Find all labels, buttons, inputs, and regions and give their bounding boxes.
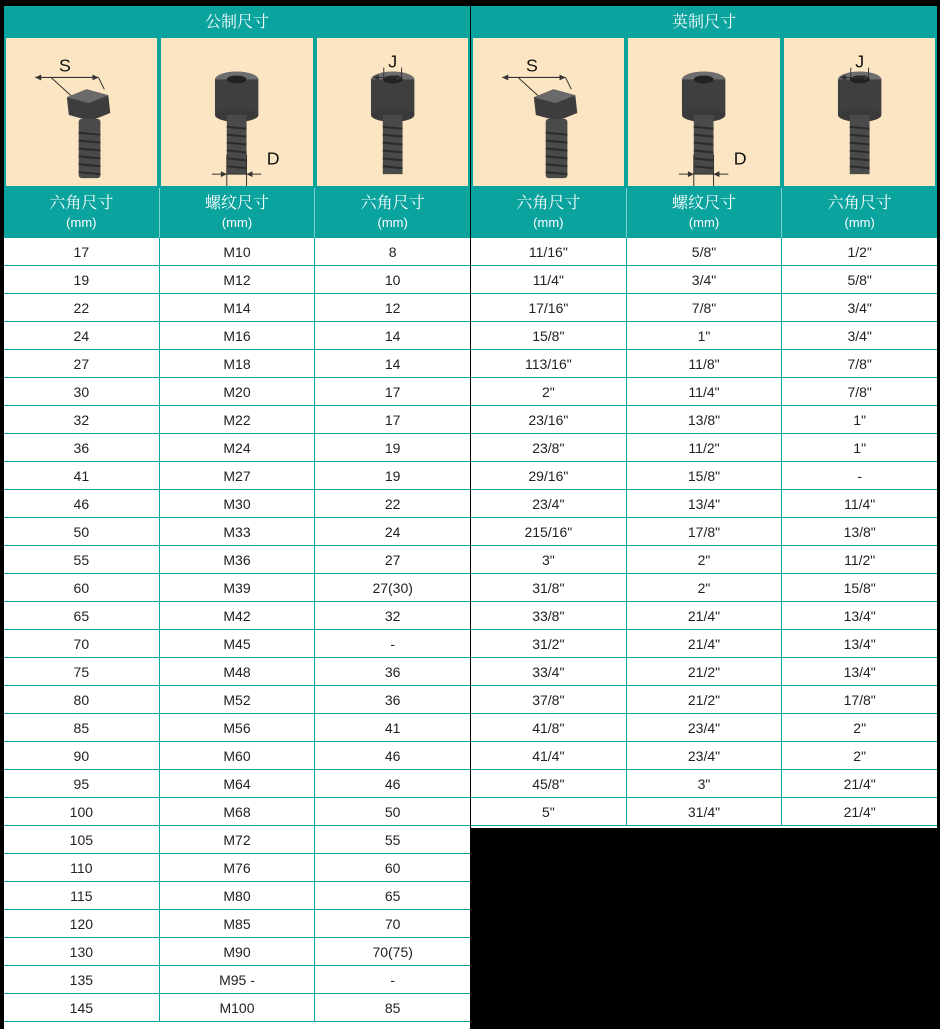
table-cell: M76 [160,854,316,881]
column-header-unit: (mm) [221,215,253,230]
table-cell: M24 [160,434,316,461]
table-cell: 2" [853,747,867,764]
table-cell: 65 [4,602,160,629]
table-row [471,630,937,658]
table-cell: M95 - [160,966,316,993]
table-cell: 21/4" [843,775,876,792]
table-cell: 11/4" [844,495,876,512]
table-cell: 70 [384,915,401,932]
table-row [471,266,937,294]
metric-image-row [4,34,470,188]
table-cell: 55 [4,546,160,573]
socket-cap-screw-d-icon [628,38,779,186]
table-cell: 15/8" [471,322,627,349]
table-cell: 90 [4,742,160,769]
table-cell: 15/8" [843,579,876,596]
table-cell: 85 [384,999,401,1016]
table-cell: 70 [4,630,160,657]
table-cell: 130 [4,938,160,965]
table-cell: 2" [627,574,783,601]
table-cell: 46 [384,775,401,792]
table-cell: 32 [384,607,401,624]
table-row [471,770,937,798]
socket-cap-screw-j-icon [317,38,468,186]
metric-header-row [4,188,470,238]
column-header-label: 螺纹尺寸 [672,195,737,212]
table-cell: 23/4" [627,742,783,769]
table-cell: 13/8" [843,523,876,540]
imperial-column-header [627,188,783,238]
svg-text:D: D [734,148,747,169]
table-cell: M36 [160,546,316,573]
table-row [4,462,470,490]
table-row [4,826,470,854]
table-cell: 21/2" [627,686,783,713]
table-cell: 13/8" [627,406,783,433]
table-row [471,546,937,574]
table-cell: 31/2" [471,630,627,657]
table-cell: 21/4" [627,630,783,657]
table-cell: 41/4" [471,742,627,769]
table-cell: 3/4" [627,266,783,293]
table-cell: 5/8" [847,271,872,288]
table-row [4,490,470,518]
table-cell: 75 [4,658,160,685]
table-cell: M20 [160,378,316,405]
table-cell: 37/8" [471,686,627,713]
table-cell: 13/4" [627,490,783,517]
table-cell: M100 [160,994,316,1021]
table-row [4,966,470,994]
table-cell: 33/4" [471,658,627,685]
metric-column-header [315,188,470,238]
table-row [4,574,470,602]
table-cell: 31/4" [627,798,783,825]
table-cell: M39 [160,574,316,601]
table-cell: 17 [384,383,401,400]
table-row [471,434,937,462]
table-cell: 3" [471,546,627,573]
table-cell: 113/16" [471,350,627,377]
table-row [471,462,937,490]
table-cell: 15/8" [627,462,783,489]
table-cell: 30 [4,378,160,405]
table-cell: 135 [4,966,160,993]
table-cell: 11/2" [627,434,783,461]
table-row [4,686,470,714]
table-row [4,378,470,406]
table-cell: 7/8" [847,355,872,372]
table-row [4,770,470,798]
svg-text:S: S [58,55,71,76]
table-row [4,602,470,630]
table-cell: 215/16" [471,518,627,545]
table-cell: 1" [627,322,783,349]
imperial-body [471,238,937,826]
table-row [471,350,937,378]
svg-text:J: J [387,51,397,72]
imperial-title: 英制尺寸 [471,6,937,34]
imperial-size-table [471,6,937,828]
table-cell: 21/2" [627,658,783,685]
table-cell: 27(30) [372,579,413,596]
table-cell: 120 [4,910,160,937]
table-cell: 145 [4,994,160,1021]
table-cell: 19 [4,266,160,293]
table-cell: 60 [384,859,401,876]
svg-text:D: D [267,148,280,169]
table-cell: M64 [160,770,316,797]
table-cell: 50 [384,803,401,820]
table-cell: 27 [384,551,401,568]
table-row [4,994,470,1022]
hex-bolt-icon [473,38,624,186]
table-row [4,910,470,938]
table-cell: 11/4" [471,266,627,293]
table-cell: 46 [4,490,160,517]
socket-cap-screw-d-icon [161,38,312,186]
table-cell: 23/16" [471,406,627,433]
table-cell: 22 [4,294,160,321]
table-cell: 41/8" [471,714,627,741]
table-row [471,294,937,322]
table-row [4,658,470,686]
table-cell: 33/8" [471,602,627,629]
table-cell: 36 [384,691,401,708]
table-cell: 13/4" [843,607,876,624]
table-cell: M22 [160,406,316,433]
metric-column-header [160,188,316,238]
table-cell: 85 [4,714,160,741]
imperial-column-header [782,188,937,238]
table-cell: 115 [4,882,160,909]
table-row [471,714,937,742]
table-cell: 80 [4,686,160,713]
table-row [471,658,937,686]
svg-text:J: J [854,51,864,72]
table-row [4,854,470,882]
table-cell: M45 [160,630,316,657]
table-cell: M14 [160,294,316,321]
table-row [471,574,937,602]
table-cell: M42 [160,602,316,629]
table-cell: 17/16" [471,294,627,321]
table-cell: 70(75) [372,943,413,960]
table-cell: M27 [160,462,316,489]
table-cell: 36 [4,434,160,461]
column-header-label: 六角尺寸 [49,195,114,212]
table-cell: 17 [4,238,160,265]
table-cell: 27 [4,350,160,377]
table-row [4,938,470,966]
column-header-label: 六角尺寸 [360,195,425,212]
table-cell: 11/4" [627,378,783,405]
table-cell: M18 [160,350,316,377]
table-cell: 29/16" [471,462,627,489]
table-cell: 36 [384,663,401,680]
table-cell: 24 [384,523,401,540]
table-cell: M16 [160,322,316,349]
table-cell: 21/4" [843,803,876,820]
table-row [4,266,470,294]
table-row [471,406,937,434]
table-cell: 12 [384,299,401,316]
table-row [471,798,937,826]
table-cell: M56 [160,714,316,741]
table-row [471,238,937,266]
table-cell: 17/8" [627,518,783,545]
table-cell: 19 [384,439,401,456]
table-cell: M60 [160,742,316,769]
table-cell: 11/2" [844,551,876,568]
metric-column-header [4,188,160,238]
table-cell: 55 [384,831,401,848]
imperial-header-row [471,188,937,238]
table-row [471,378,937,406]
table-cell: M90 [160,938,316,965]
table-row [4,882,470,910]
table-row [4,350,470,378]
table-row [471,518,937,546]
metric-title: 公制尺寸 [4,6,470,34]
table-row [4,294,470,322]
table-cell: 46 [384,747,401,764]
column-header-label: 螺纹尺寸 [205,195,270,212]
table-cell: 110 [4,854,160,881]
table-cell: 5/8" [627,238,783,265]
table-cell: 13/4" [843,635,876,652]
table-cell: - [857,467,863,484]
table-cell: 13/4" [843,663,876,680]
table-cell: 45/8" [471,770,627,797]
table-cell: 41 [4,462,160,489]
table-cell: 23/4" [627,714,783,741]
metric-body [4,238,470,1022]
table-cell: 95 [4,770,160,797]
hex-bolt-icon [6,38,157,186]
column-header-label: 六角尺寸 [827,195,892,212]
table-row [4,406,470,434]
table-cell: M72 [160,826,316,853]
svg-text:S: S [525,55,538,76]
table-cell: 7/8" [627,294,783,321]
table-cell: 21/4" [627,602,783,629]
table-cell: 23/8" [471,434,627,461]
table-cell: - [390,635,396,652]
table-cell: 105 [4,826,160,853]
table-cell: 32 [4,406,160,433]
table-cell: M52 [160,686,316,713]
table-cell: 1" [853,411,867,428]
table-cell: M10 [160,238,316,265]
table-cell: 14 [384,327,401,344]
table-cell: 19 [384,467,401,484]
table-cell: 2" [471,378,627,405]
table-cell: 1/2" [847,243,872,260]
table-cell: 3/4" [847,299,872,316]
table-row [4,518,470,546]
table-row [4,322,470,350]
column-header-unit: (mm) [688,215,720,230]
table-cell: 14 [384,355,401,372]
table-cell: M68 [160,798,316,825]
table-row [4,714,470,742]
column-header-label: 六角尺寸 [516,195,581,212]
table-cell: 41 [384,719,401,736]
table-cell: 31/8" [471,574,627,601]
table-cell: 7/8" [847,383,872,400]
table-row [4,630,470,658]
table-row [471,322,937,350]
table-cell: M80 [160,882,316,909]
column-header-unit: (mm) [66,215,97,230]
table-cell: 1" [853,439,867,456]
table-cell: M85 [160,910,316,937]
table-cell: 3" [627,770,783,797]
table-row [471,490,937,518]
table-cell: - [390,971,396,988]
table-row [4,434,470,462]
table-cell: M12 [160,266,316,293]
table-cell: M30 [160,490,316,517]
table-cell: 11/16" [471,238,627,265]
table-cell: 22 [384,495,401,512]
table-row [4,798,470,826]
table-cell: 17 [384,411,401,428]
table-cell: 23/4" [471,490,627,517]
table-row [471,742,937,770]
table-row [471,602,937,630]
table-row [4,742,470,770]
column-header-unit: (mm) [377,215,408,230]
table-cell: 10 [384,271,401,288]
table-cell: M48 [160,658,316,685]
column-header-unit: (mm) [533,215,564,230]
table-cell: 2" [853,719,867,736]
table-row [4,238,470,266]
table-cell: 65 [384,887,401,904]
table-cell: M33 [160,518,316,545]
metric-size-table [4,6,470,1029]
column-header-unit: (mm) [844,215,875,230]
table-cell: 2" [627,546,783,573]
imperial-image-row [471,34,937,188]
table-cell: 8 [388,243,397,260]
table-cell: 3/4" [847,327,872,344]
table-cell: 100 [4,798,160,825]
table-cell: 50 [4,518,160,545]
table-cell: 5" [471,798,627,825]
table-row [4,546,470,574]
socket-cap-screw-j-icon [784,38,935,186]
table-cell: 11/8" [627,350,783,377]
table-row [471,686,937,714]
table-cell: 60 [4,574,160,601]
imperial-column-header [471,188,627,238]
table-cell: 17/8" [843,691,876,708]
table-cell: 24 [4,322,160,349]
